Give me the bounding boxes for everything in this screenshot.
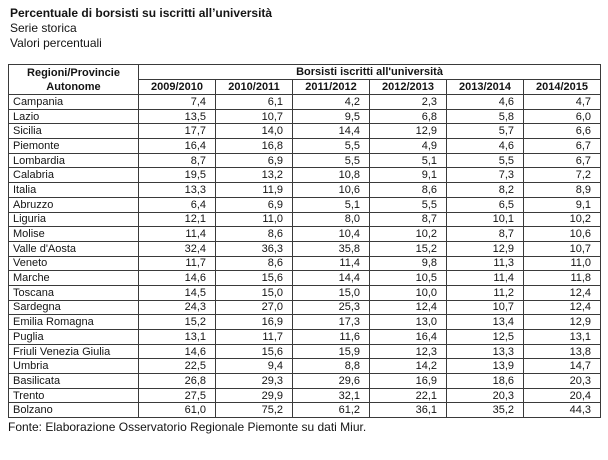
table-row [9, 388, 601, 403]
table-row [9, 256, 601, 271]
value-cell: 8,2 [447, 183, 524, 198]
value-cell: 10,4 [293, 227, 370, 242]
value-cell: 22,1 [370, 388, 447, 403]
value-cell: 6,8 [370, 109, 447, 124]
value-cell: 12,3 [370, 344, 447, 359]
value-cell: 5,5 [293, 153, 370, 168]
region-cell: Italia [9, 183, 139, 198]
value-cell: 61,0 [139, 403, 216, 418]
page-title: Percentuale di borsisti su iscritti all’università [10, 6, 273, 20]
table-body [9, 95, 601, 418]
value-cell: 13,0 [370, 315, 447, 330]
value-cell: 6,7 [524, 153, 601, 168]
value-cell: 14,4 [293, 124, 370, 139]
value-cell: 11,7 [139, 256, 216, 271]
value-cell: 14,2 [370, 359, 447, 374]
value-cell: 10,6 [524, 227, 601, 242]
value-cell: 35,2 [447, 403, 524, 418]
column-header-span: Borsisti iscritti all'università [139, 65, 601, 80]
value-cell: 7,2 [524, 168, 601, 183]
region-cell: Friuli Venezia Giulia [9, 344, 139, 359]
value-cell: 15,9 [293, 344, 370, 359]
value-cell: 10,6 [293, 183, 370, 198]
value-cell: 5,5 [370, 197, 447, 212]
value-cell: 15,6 [216, 344, 293, 359]
table-row [9, 124, 601, 139]
value-cell: 6,1 [216, 95, 293, 110]
value-cell: 13,3 [447, 344, 524, 359]
region-cell: Trento [9, 388, 139, 403]
value-cell: 11,4 [447, 271, 524, 286]
value-cell: 20,3 [524, 374, 601, 389]
value-cell: 29,3 [216, 374, 293, 389]
region-cell: Puglia [9, 330, 139, 345]
region-cell: Bolzano [9, 403, 139, 418]
region-cell: Marche [9, 271, 139, 286]
region-cell: Lombardia [9, 153, 139, 168]
value-cell: 22,5 [139, 359, 216, 374]
value-cell: 15,2 [139, 315, 216, 330]
region-cell: Molise [9, 227, 139, 242]
value-cell: 17,7 [139, 124, 216, 139]
value-cell: 4,9 [370, 139, 447, 154]
subtitle-serie-storica: Serie storica [10, 21, 77, 35]
column-header-regions-line2: Autonome [46, 80, 101, 93]
region-cell: Basilicata [9, 374, 139, 389]
region-cell: Campania [9, 95, 139, 110]
region-cell: Liguria [9, 212, 139, 227]
table-row [9, 109, 601, 124]
subtitle-valori-percentuali: Valori percentuali [10, 36, 102, 50]
value-cell: 8,0 [293, 212, 370, 227]
value-cell: 9,8 [370, 256, 447, 271]
value-cell: 13,8 [524, 344, 601, 359]
title-block [10, 6, 608, 51]
table-row [9, 183, 601, 198]
value-cell: 7,3 [447, 168, 524, 183]
value-cell: 11,3 [447, 256, 524, 271]
value-cell: 36,3 [216, 241, 293, 256]
value-cell: 9,1 [524, 197, 601, 212]
table-row [9, 212, 601, 227]
value-cell: 16,8 [216, 139, 293, 154]
table-row [9, 153, 601, 168]
value-cell: 13,2 [216, 168, 293, 183]
column-header-year: 2009/2010 [139, 80, 216, 95]
table-row [9, 168, 601, 183]
table-row [9, 95, 601, 110]
column-header-year: 2013/2014 [447, 80, 524, 95]
value-cell: 4,2 [293, 95, 370, 110]
value-cell: 24,3 [139, 300, 216, 315]
column-header-regions [9, 65, 139, 95]
table-row [9, 344, 601, 359]
value-cell: 16,4 [139, 139, 216, 154]
region-cell: Emilia Romagna [9, 315, 139, 330]
value-cell: 10,2 [524, 212, 601, 227]
value-cell: 5,7 [447, 124, 524, 139]
value-cell: 11,0 [216, 212, 293, 227]
value-cell: 14,6 [139, 344, 216, 359]
value-cell: 14,0 [216, 124, 293, 139]
value-cell: 11,0 [524, 256, 601, 271]
value-cell: 9,5 [293, 109, 370, 124]
value-cell: 10,8 [293, 168, 370, 183]
value-cell: 8,7 [370, 212, 447, 227]
value-cell: 25,3 [293, 300, 370, 315]
value-cell: 18,6 [447, 374, 524, 389]
table-row [9, 241, 601, 256]
table-row [9, 197, 601, 212]
value-cell: 12,9 [524, 315, 601, 330]
value-cell: 6,7 [524, 139, 601, 154]
value-cell: 12,9 [447, 241, 524, 256]
value-cell: 5,8 [447, 109, 524, 124]
table-row [9, 359, 601, 374]
value-cell: 20,3 [447, 388, 524, 403]
value-cell: 4,6 [447, 139, 524, 154]
value-cell: 12,4 [524, 300, 601, 315]
value-cell: 6,6 [524, 124, 601, 139]
value-cell: 8,7 [447, 227, 524, 242]
value-cell: 10,7 [216, 109, 293, 124]
value-cell: 12,4 [524, 285, 601, 300]
table-row [9, 227, 601, 242]
value-cell: 14,7 [524, 359, 601, 374]
value-cell: 4,7 [524, 95, 601, 110]
value-cell: 29,6 [293, 374, 370, 389]
value-cell: 35,8 [293, 241, 370, 256]
value-cell: 10,5 [370, 271, 447, 286]
table-row [9, 300, 601, 315]
table-row [9, 403, 601, 418]
region-cell: Valle d'Aosta [9, 241, 139, 256]
region-cell: Lazio [9, 109, 139, 124]
value-cell: 6,4 [139, 197, 216, 212]
table-row [9, 315, 601, 330]
value-cell: 8,7 [139, 153, 216, 168]
value-cell: 13,9 [447, 359, 524, 374]
value-cell: 11,8 [524, 271, 601, 286]
value-cell: 15,2 [370, 241, 447, 256]
table-row [9, 271, 601, 286]
column-header-year: 2011/2012 [293, 80, 370, 95]
region-cell: Veneto [9, 256, 139, 271]
value-cell: 5,1 [293, 197, 370, 212]
value-cell: 14,4 [293, 271, 370, 286]
value-cell: 13,3 [139, 183, 216, 198]
value-cell: 9,1 [370, 168, 447, 183]
value-cell: 11,4 [139, 227, 216, 242]
region-cell: Calabria [9, 168, 139, 183]
region-cell: Umbria [9, 359, 139, 374]
value-cell: 20,4 [524, 388, 601, 403]
value-cell: 12,9 [370, 124, 447, 139]
value-cell: 13,5 [139, 109, 216, 124]
value-cell: 15,0 [216, 285, 293, 300]
region-cell: Piemonte [9, 139, 139, 154]
value-cell: 13,4 [447, 315, 524, 330]
value-cell: 6,9 [216, 153, 293, 168]
value-cell: 12,4 [370, 300, 447, 315]
value-cell: 12,1 [139, 212, 216, 227]
value-cell: 10,2 [370, 227, 447, 242]
value-cell: 7,4 [139, 95, 216, 110]
value-cell: 9,4 [216, 359, 293, 374]
value-cell: 61,2 [293, 403, 370, 418]
value-cell: 29,9 [216, 388, 293, 403]
value-cell: 26,8 [139, 374, 216, 389]
value-cell: 2,3 [370, 95, 447, 110]
value-cell: 14,5 [139, 285, 216, 300]
value-cell: 16,9 [216, 315, 293, 330]
value-cell: 10,0 [370, 285, 447, 300]
value-cell: 13,1 [139, 330, 216, 345]
value-cell: 15,0 [293, 285, 370, 300]
table-row [9, 139, 601, 154]
region-cell: Abruzzo [9, 197, 139, 212]
value-cell: 8,6 [370, 183, 447, 198]
value-cell: 10,7 [447, 300, 524, 315]
value-cell: 17,3 [293, 315, 370, 330]
borsisti-table [8, 64, 601, 418]
value-cell: 6,9 [216, 197, 293, 212]
value-cell: 5,5 [447, 153, 524, 168]
value-cell: 4,6 [447, 95, 524, 110]
value-cell: 8,8 [293, 359, 370, 374]
value-cell: 27,0 [216, 300, 293, 315]
value-cell: 11,4 [293, 256, 370, 271]
region-cell: Sardegna [9, 300, 139, 315]
value-cell: 5,5 [293, 139, 370, 154]
source-note: Fonte: Elaborazione Osservatorio Regionale Piemonte su dati Miur. [8, 420, 367, 435]
value-cell: 11,6 [293, 330, 370, 345]
value-cell: 8,6 [216, 256, 293, 271]
table-row [9, 330, 601, 345]
value-cell: 8,6 [216, 227, 293, 242]
value-cell: 13,1 [524, 330, 601, 345]
value-cell: 6,0 [524, 109, 601, 124]
value-cell: 19,5 [139, 168, 216, 183]
value-cell: 5,1 [370, 153, 447, 168]
value-cell: 8,9 [524, 183, 601, 198]
value-cell: 16,4 [370, 330, 447, 345]
column-header-year: 2012/2013 [370, 80, 447, 95]
value-cell: 32,4 [139, 241, 216, 256]
column-header-regions-line1: Regioni/Provincie [27, 66, 120, 79]
value-cell: 11,2 [447, 285, 524, 300]
value-cell: 32,1 [293, 388, 370, 403]
table-row [9, 374, 601, 389]
value-cell: 36,1 [370, 403, 447, 418]
value-cell: 6,5 [447, 197, 524, 212]
region-cell: Toscana [9, 285, 139, 300]
value-cell: 11,7 [216, 330, 293, 345]
column-header-year: 2010/2011 [216, 80, 293, 95]
value-cell: 10,1 [447, 212, 524, 227]
table-header [9, 65, 601, 95]
value-cell: 15,6 [216, 271, 293, 286]
region-cell: Sicilia [9, 124, 139, 139]
value-cell: 14,6 [139, 271, 216, 286]
value-cell: 12,5 [447, 330, 524, 345]
value-cell: 10,7 [524, 241, 601, 256]
column-header-year: 2014/2015 [524, 80, 601, 95]
value-cell: 27,5 [139, 388, 216, 403]
table-row [9, 285, 601, 300]
value-cell: 16,9 [370, 374, 447, 389]
value-cell: 75,2 [216, 403, 293, 418]
value-cell: 44,3 [524, 403, 601, 418]
value-cell: 11,9 [216, 183, 293, 198]
